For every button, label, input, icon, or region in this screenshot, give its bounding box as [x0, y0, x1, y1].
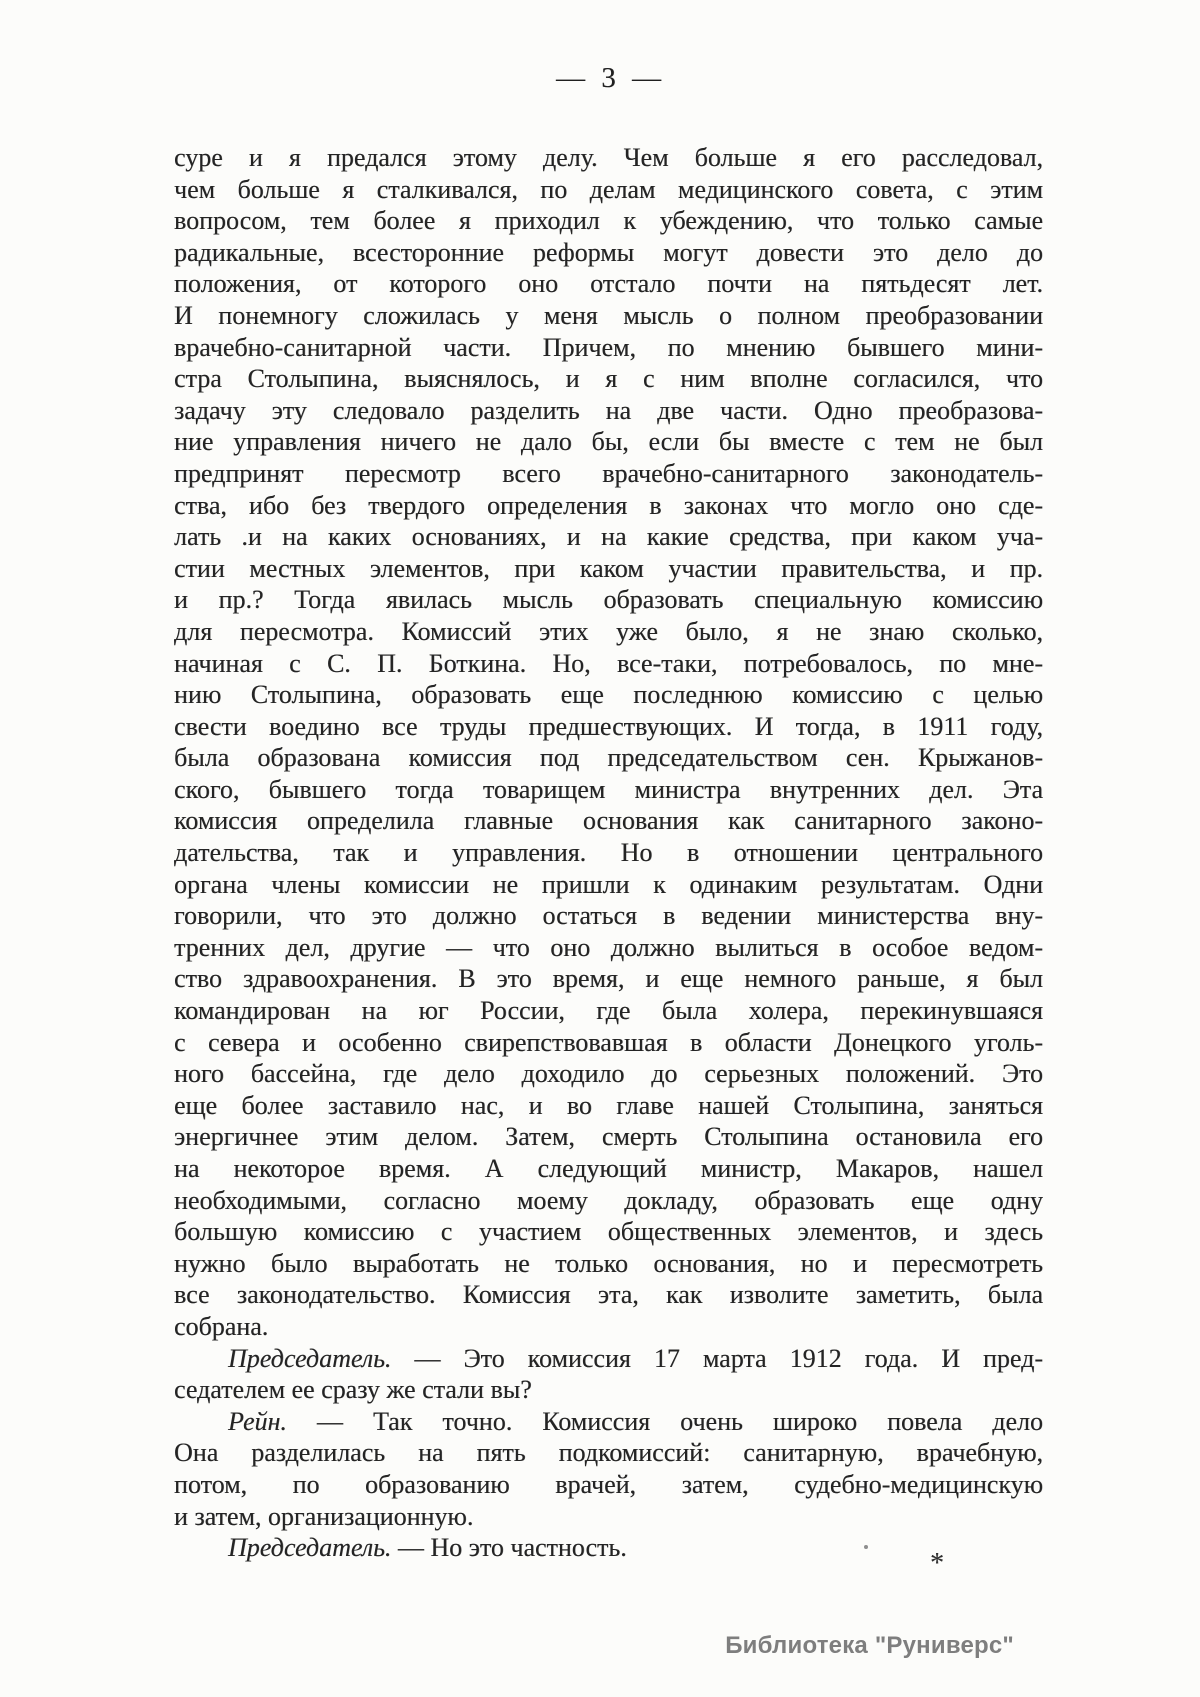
body-text	[174, 142, 1043, 1564]
text-line: предпринят пересмотр всего врачебно-санитарного законодатель-	[174, 458, 1043, 488]
text-line: все законодательство. Комиссия эта, как изволите заметить, была	[174, 1280, 1043, 1310]
text-line: ство здравоохранения. В это время, и еще немного раньше, я был	[174, 964, 1043, 994]
text-line: вопросом, тем более я приходил к убеждению, что только самые	[174, 206, 1043, 236]
text-line: врачебно-санитарной части. Причем, по мнению бывшего мини-	[174, 332, 1043, 362]
text-line: радикальные, всесторонние реформы могут довести это дело до	[174, 237, 1043, 267]
text-line: и пр.? Тогда явилась мысль образовать специальную комиссию	[174, 585, 1043, 615]
text-line: нию Столыпина, образовать еще последнюю комиссию с целью	[174, 680, 1043, 710]
text-line: органа члены комиссии не пришли к одинаким результатам. Одни	[174, 869, 1043, 899]
text-line: необходимыми, согласно моему докладу, образовать еще одну	[174, 1185, 1043, 1215]
text-line: седателем ее сразу же стали вы?	[174, 1375, 532, 1405]
page-number: — 3 —	[556, 62, 661, 94]
text-line: ного бассейна, где дело доходило до серьезных положений. Это	[174, 1059, 1043, 1089]
text-line: говорили, что это должно остаться в ведении министерства вну-	[174, 901, 1043, 931]
watermark-runivers: Библиотека "Руниверс"	[725, 1632, 1014, 1659]
text-line: большую комиссию с участием общественных элементов, и здесь	[174, 1217, 1043, 1247]
speaker-name: Рейн.	[228, 1406, 287, 1436]
text-line: еще более заставило нас, и во главе нашей Столыпина, заняться	[174, 1090, 1043, 1120]
text-line: начиная с С. П. Боткина. Но, все-таки, потребовалось, по мне-	[174, 648, 1043, 678]
text-line: и затем, организационную.	[174, 1501, 474, 1531]
ink-speck	[864, 1545, 868, 1549]
text-line: потом, по образованию врачей, затем, судебно-медицинскую	[174, 1469, 1043, 1499]
text-line: тренних дел, другие — что оно должно вылиться в особое ведом-	[174, 932, 1043, 962]
text-line: Председатель. — Но это частность.	[228, 1533, 627, 1563]
speaker-name: Председатель.	[228, 1343, 392, 1373]
text-line: дательства, так и управления. Но в отношении центрального	[174, 838, 1043, 868]
text-line: Она разделилась на пять подкомиссий: санитарную, врачебную,	[174, 1438, 1043, 1468]
text-line: И понемногу сложилась у меня мысль о полном преобразовании	[174, 300, 1043, 330]
text-line: ского, бывшего тогда товарищем министра внутренних дел. Эта	[174, 774, 1043, 804]
text-line: Рейн. — Так точно. Комиссия очень широко повела дело	[228, 1406, 1043, 1436]
text-line: с севера и особенно свирепствовавшая в области Донецкого уголь-	[174, 1027, 1043, 1057]
text-line: на некоторое время. А следующий министр, Макаров, нашел	[174, 1154, 1043, 1183]
text-line: лать .и на каких основаниях, и на какие средства, при каком уча-	[174, 522, 1043, 552]
footnote-asterisk: *	[930, 1548, 944, 1579]
text-line: стра Столыпина, выяснялось, и я с ним вполне согласился, что	[174, 364, 1043, 394]
text-line: Председатель. — Это комиссия 17 марта 1912 года. И пред-	[228, 1343, 1043, 1373]
text-line: стии местных элементов, при каком участии правительства, и пр.	[174, 553, 1043, 583]
text-line: для пересмотра. Комиссий этих уже было, я не знаю сколько,	[174, 616, 1043, 646]
speaker-name: Председатель.	[228, 1533, 392, 1563]
text-line: ние управления ничего не дало бы, если бы вместе с тем не был	[174, 427, 1043, 457]
text-line: положения, от которого оно отстало почти на пятьдесят лет.	[174, 269, 1043, 299]
text-line: энергичнее этим делом. Затем, смерть Столыпина остановила его	[174, 1122, 1043, 1152]
text-line: ства, ибо без твердого определения в законах что могло оно сде-	[174, 490, 1043, 520]
text-line: нужно было выработать не только основания, но и пересмотреть	[174, 1248, 1043, 1278]
text-line: комиссия определила главные основания как санитарного законо-	[174, 806, 1043, 836]
text-line: свести воедино все труды предшествующих. И тогда, в 1911 году,	[174, 711, 1043, 741]
text-line: командирован на юг России, где была холера, перекинувшаяся	[174, 996, 1043, 1026]
text-line: была образована комиссия под председательством сен. Крыжанов-	[174, 743, 1043, 773]
text-line: суре и я предался этому делу. Чем больше я его расследовал,	[174, 143, 1043, 172]
text-line: задачу эту следовало разделить на две части. Одно преобразова-	[174, 395, 1043, 425]
text-line: чем больше я сталкивался, по делам медицинского совета, с этим	[174, 174, 1043, 204]
text-line: собрана.	[174, 1311, 269, 1341]
